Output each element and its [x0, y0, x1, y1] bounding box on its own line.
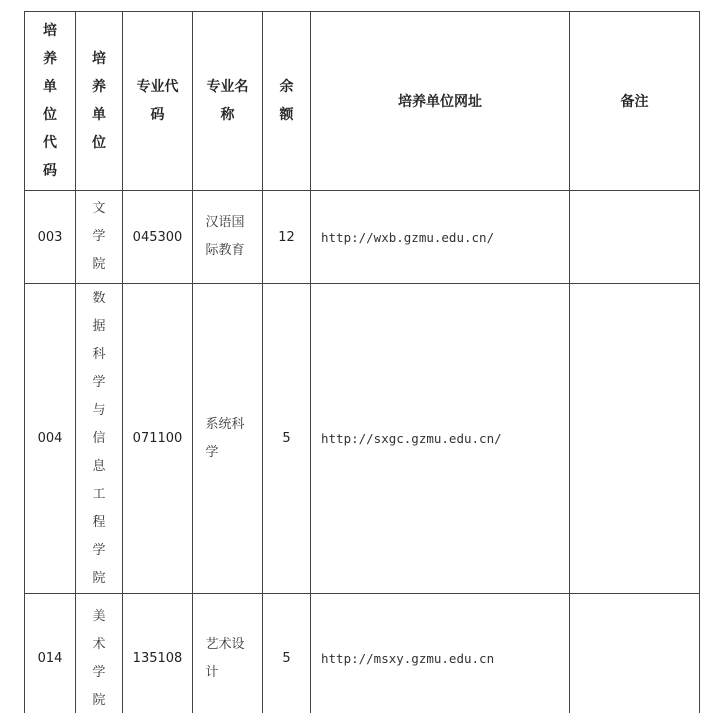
cell-note [570, 284, 700, 594]
header-major-code: 专业代码 [123, 12, 193, 191]
cell-unit-code: 004 [25, 284, 76, 594]
cell-unit-code: 003 [25, 191, 76, 284]
cell-major-code: 071100 [123, 284, 193, 594]
table-row [25, 594, 700, 713]
cell-major-name: 汉语国际教育 [193, 191, 263, 284]
cell-quota: 5 [263, 594, 311, 713]
header-major-name: 专业名称 [193, 12, 263, 191]
cell-note [570, 191, 700, 284]
cell-major-name: 系统科学 [193, 284, 263, 594]
cell-major-code: 045300 [123, 191, 193, 284]
cell-note [570, 594, 700, 713]
table-row [25, 284, 700, 594]
cell-unit: 美术学院 [76, 594, 123, 713]
cell-unit-code: 014 [25, 594, 76, 713]
header-row [25, 12, 700, 191]
table-row [25, 191, 700, 284]
cell-major-code: 135108 [123, 594, 193, 713]
cell-url: http://wxb.gzmu.edu.cn/ [311, 191, 570, 284]
cell-unit: 文学院 [76, 191, 123, 284]
header-unit-code: 培养单位代码 [25, 12, 76, 191]
cell-url: http://msxy.gzmu.edu.cn [311, 594, 570, 713]
header-quota: 余额 [263, 12, 311, 191]
admissions-table [24, 11, 700, 713]
header-unit: 培养单位 [76, 12, 123, 191]
cell-quota: 12 [263, 191, 311, 284]
header-url: 培养单位网址 [311, 12, 570, 191]
header-note: 备注 [570, 12, 700, 191]
cell-major-name: 艺术设计 [193, 594, 263, 713]
cell-unit: 数据科学与信息工程学院 [76, 284, 123, 594]
cell-url: http://sxgc.gzmu.edu.cn/ [311, 284, 570, 594]
cell-quota: 5 [263, 284, 311, 594]
